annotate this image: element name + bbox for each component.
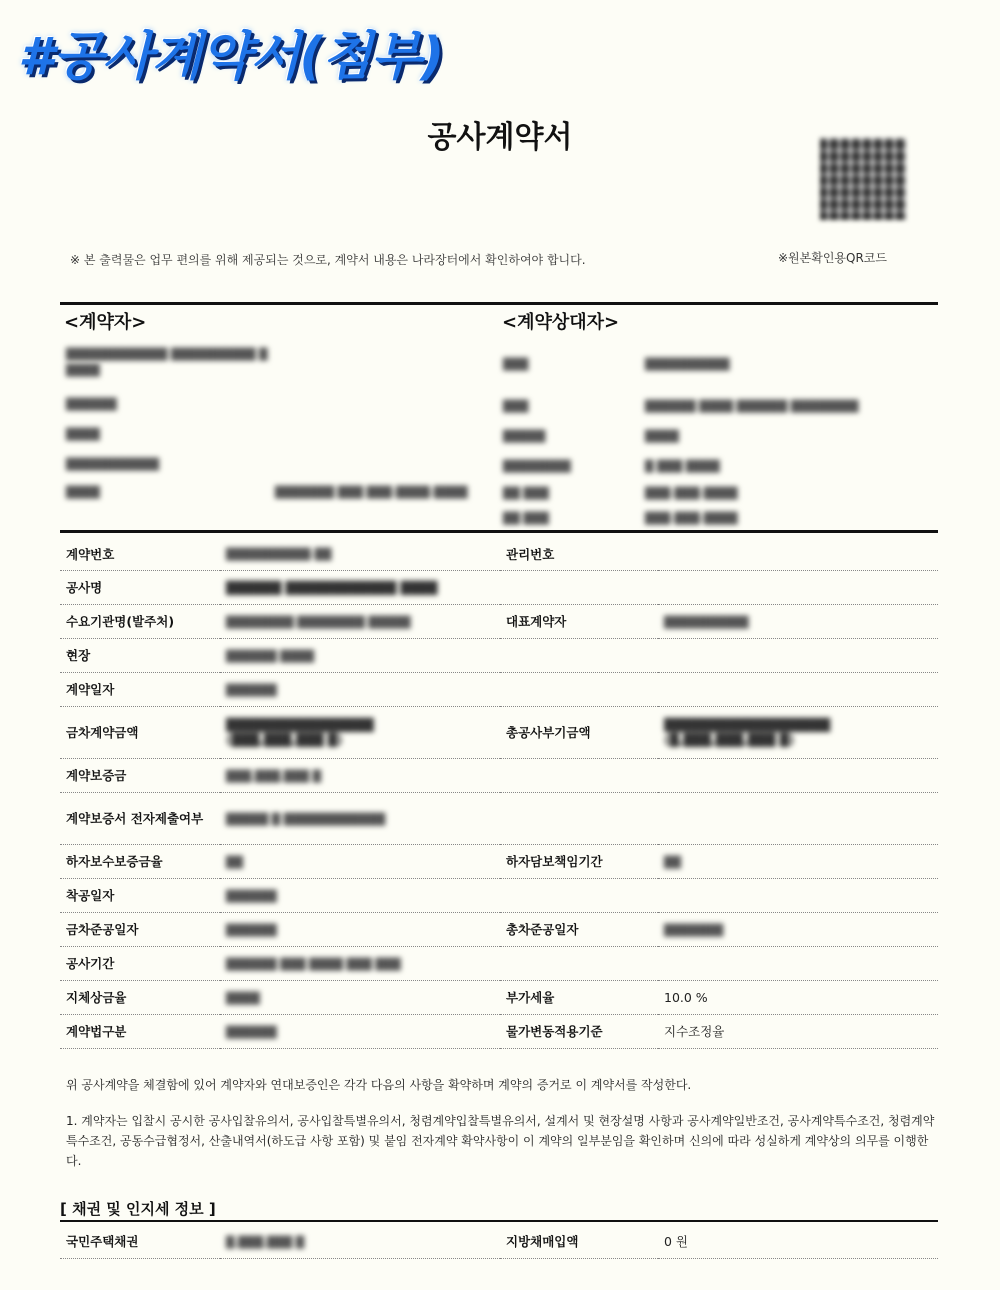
label-management-number: 관리번호	[500, 538, 658, 570]
redacted-counterparty-value: ██████████	[645, 358, 730, 371]
table-row	[60, 844, 938, 878]
label-current-completion-date: 금차준공일자	[60, 912, 220, 946]
label-contract-deposit: 계약보증금	[60, 758, 220, 792]
label-project-name: 공사명	[60, 570, 220, 604]
local-bond-value: 0 원	[658, 1224, 938, 1259]
redacted-value: ████████ ████████ █████	[226, 615, 411, 629]
qr-caption: ※원본확인용QR코드	[778, 251, 887, 265]
label-contract-law-type: 계약법구분	[60, 1014, 220, 1048]
redacted-value: ████████████████ (███,███,███ █)	[226, 718, 374, 747]
label-vat-rate: 부가세율	[500, 980, 658, 1014]
contract-info-table	[60, 538, 938, 1049]
redacted-counterparty-label: █████	[503, 430, 546, 443]
table-row	[60, 946, 938, 980]
table-top-divider	[60, 530, 938, 533]
redacted-counterparty-value: ████	[645, 430, 679, 443]
bond-info-table	[60, 1224, 938, 1259]
bond-section-title: [ 채권 및 인지세 정보 ]	[60, 1200, 216, 1218]
redacted-value: ██████████████████ (█,███,███,███ █)	[664, 718, 831, 747]
label-total-construction-amount: 총공사부기금액	[500, 706, 658, 758]
bond-section-divider	[60, 1220, 938, 1222]
label-defect-repair-rate: 하자보수보증금율	[60, 844, 220, 878]
redacted-value: ██████	[226, 923, 277, 937]
contract-statement: 위 공사계약을 체결함에 있어 계약자와 연대보증인은 각각 다음의 사항을 확약하며 계약의 증거로 이 계약서를 작성한다.	[66, 1078, 692, 1092]
table-row	[60, 570, 938, 604]
redacted-contractor-org-2: ████	[66, 364, 100, 377]
table-row	[60, 538, 938, 570]
table-row	[60, 878, 938, 912]
label-ordering-agency: 수요기관명(발주처)	[60, 604, 220, 638]
redacted-contractor-field: ████	[66, 428, 100, 441]
redacted-value: ██████ ████	[226, 649, 315, 663]
redacted-counterparty-value: ███-███-████	[645, 487, 738, 500]
redacted-value: ██████ ████████████ ████	[226, 580, 438, 595]
table-row	[60, 1224, 938, 1259]
document-title: 공사계약서	[427, 120, 573, 155]
redacted-contractor-phone: ███████ ███ ███-████-████	[275, 486, 468, 499]
notice-text: ※ 본 출력물은 업무 편의를 위해 제공되는 것으로, 계약서 내용은 나라장터에서 확인하여야 합니다.	[70, 253, 586, 267]
label-representative-contractor: 대표계약자	[500, 604, 658, 638]
contractor-header: <계약자>	[64, 312, 147, 333]
redacted-value: ██████ ███ ████ ███ ███	[226, 957, 401, 971]
label-local-bond-purchase: 지방채매입액	[500, 1224, 658, 1259]
label-defect-liability-period: 하자담보책임기간	[500, 844, 658, 878]
table-row	[60, 1014, 938, 1048]
redacted-counterparty-label: ██ ███	[503, 487, 549, 500]
redacted-value: ███████	[664, 923, 724, 937]
redacted-contractor-field: ████	[66, 486, 100, 499]
table-row	[60, 792, 938, 844]
label-delay-penalty-rate: 지체상금율	[60, 980, 220, 1014]
redacted-value: ██	[226, 855, 243, 869]
top-divider	[60, 302, 938, 305]
table-row	[60, 604, 938, 638]
redacted-counterparty-label: ███	[503, 400, 529, 413]
redacted-value: ████	[226, 991, 260, 1005]
redacted-value: █,███,███ █	[226, 1235, 305, 1249]
label-current-contract-amount: 금차계약금액	[60, 706, 220, 758]
redacted-contractor-org: ████████████ ██████████ █	[66, 348, 268, 361]
clause-1-text: 1. 계약자는 입찰시 공시한 공사입찰유의서, 공사입찰특별유의서, 청렴계약입찰특별유의서, 설계서 및 현장설명 사항과 공사계약일반조건, 공사계약특수조건, 청렴계약특수조건, 공동수급협정서, 산출내역서(하도급 사항 포함) 및 붙임 전자계약 확약사항이 이 계약의 일부분임을 확인하며 신의에 따라 성실하게 계약상의 의무를 이행한다.	[66, 1114, 935, 1168]
redacted-value: █████ █ ████████████	[226, 812, 386, 826]
table-row	[60, 758, 938, 792]
banner-title: #공사계약서(첨부)	[18, 27, 444, 87]
label-contract-number: 계약번호	[60, 538, 220, 570]
table-row	[60, 638, 938, 672]
redacted-counterparty-value: ███-███-████	[645, 512, 738, 525]
qr-code-image	[820, 138, 906, 220]
redacted-value: ██████████-██	[226, 548, 332, 562]
redacted-value: ███,███,███ █	[226, 769, 322, 783]
label-housing-bond: 국민주택채권	[60, 1224, 220, 1259]
table-row	[60, 980, 938, 1014]
redacted-counterparty-label: ████████	[503, 460, 571, 473]
vat-rate-value: 10.0 %	[658, 980, 938, 1014]
table-row	[60, 672, 938, 706]
redacted-value: ██████████	[664, 615, 749, 629]
label-site: 현장	[60, 638, 220, 672]
redacted-value: ██████	[226, 683, 277, 697]
label-price-adjustment-basis: 물가변동적용기준	[500, 1014, 658, 1048]
price-adjustment-value: 지수조정율	[658, 1014, 938, 1048]
redacted-counterparty-label: ███	[503, 358, 529, 371]
redacted-contractor-field: ███████████	[66, 458, 160, 471]
label-contract-guarantee-submission: 계약보증서 전자제출여부	[60, 792, 220, 844]
redacted-value: ██	[664, 855, 681, 869]
redacted-value: ██████	[226, 889, 277, 903]
label-total-completion-date: 총차준공일자	[500, 912, 658, 946]
table-row	[60, 912, 938, 946]
redacted-counterparty-value: █ ███ ████	[645, 460, 720, 473]
counterparty-header: <계약상대자>	[502, 312, 620, 333]
label-start-date: 착공일자	[60, 878, 220, 912]
redacted-counterparty-value: ██████ ████ ██████ ████████	[645, 400, 859, 413]
redacted-counterparty-label: ██ ███	[503, 512, 549, 525]
redacted-contractor-field: ██████	[66, 398, 117, 411]
table-row	[60, 706, 938, 758]
label-construction-period: 공사기간	[60, 946, 220, 980]
label-contract-date: 계약일자	[60, 672, 220, 706]
redacted-value: ██████	[226, 1025, 277, 1039]
